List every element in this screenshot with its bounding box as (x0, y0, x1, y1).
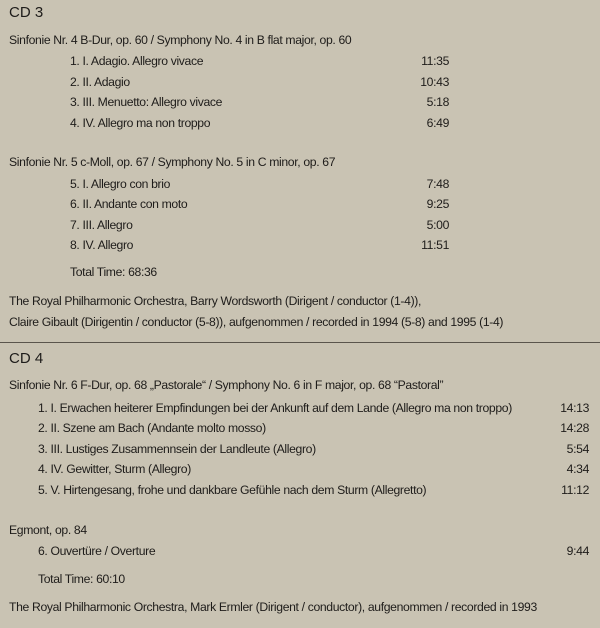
track-title: 3. III. Lustiges Zusammennsein der Landleute (Allegro) (38, 442, 316, 456)
cd3-work2-title: Sinfonie Nr. 5 c-Moll, op. 67 / Symphony No. 5 in C minor, op. 67 (9, 155, 336, 169)
track-row (0, 54, 600, 74)
track-row (0, 462, 600, 482)
cd4-credits-line1: The Royal Philharmonic Orchestra, Mark Ermler (Dirigent / conductor), aufgenommen / recorded in 1993 (9, 600, 537, 614)
track-title: 2. II. Adagio (70, 75, 130, 89)
track-time: 11:51 (421, 238, 449, 252)
track-title: 8. IV. Allegro (70, 238, 134, 252)
track-row (0, 218, 600, 238)
cd4-total-time: Total Time: 60:10 (38, 572, 125, 586)
track-row (0, 75, 600, 95)
track-time: 11:35 (421, 54, 449, 68)
track-row (0, 401, 600, 421)
track-title: 4. IV. Allegro ma non troppo (70, 116, 211, 130)
track-time: 4:34 (566, 462, 589, 476)
track-row (0, 95, 600, 115)
track-row (0, 197, 600, 217)
track-row (0, 238, 600, 258)
track-row (0, 483, 600, 503)
track-title: 5. I. Allegro con brio (70, 177, 171, 191)
track-time: 9:44 (566, 544, 589, 558)
track-time: 9:25 (426, 197, 449, 211)
track-time: 11:12 (561, 483, 589, 497)
track-time: 6:49 (426, 116, 449, 130)
track-title: 4. IV. Gewitter, Sturm (Allegro) (38, 462, 191, 476)
track-row (0, 544, 600, 564)
track-title: 1. I. Adagio. Allegro vivace (70, 54, 204, 68)
track-time: 7:48 (426, 177, 449, 191)
track-row (0, 116, 600, 136)
track-time: 5:00 (426, 218, 449, 232)
cd3-total-time: Total Time: 68:36 (70, 265, 157, 279)
cd3-heading: CD 3 (9, 4, 44, 21)
cd4-work1-title: Sinfonie Nr. 6 F-Dur, op. 68 „Pastorale“ / Symphony No. 6 in F major, op. 68 “Pastoral” (9, 378, 444, 392)
track-row (0, 442, 600, 462)
cd4-heading: CD 4 (9, 350, 44, 367)
cd4-work2-title: Egmont, op. 84 (9, 523, 87, 537)
track-time: 5:18 (426, 95, 449, 109)
section-divider (0, 342, 600, 343)
track-title: 6. Ouvertüre / Overture (38, 544, 156, 558)
track-time: 14:28 (560, 421, 589, 435)
cd3-work1-title: Sinfonie Nr. 4 B-Dur, op. 60 / Symphony No. 4 in B flat major, op. 60 (9, 33, 352, 47)
track-time: 5:54 (566, 442, 589, 456)
track-time: 10:43 (420, 75, 449, 89)
track-title: 6. II. Andante con moto (70, 197, 188, 211)
track-row (0, 177, 600, 197)
track-title: 5. V. Hirtengesang, frohe und dankbare Gefühle nach dem Sturm (Allegretto) (38, 483, 427, 497)
cd3-credits-line2: Claire Gibault (Dirigentin / conductor (5-8)), aufgenommen / recorded in 1994 (5-8) and 1995 (1-4) (9, 315, 504, 329)
track-row (0, 421, 600, 441)
track-title: 1. I. Erwachen heiterer Empfindungen bei der Ankunft auf dem Lande (Allegro ma non troppo) (38, 401, 512, 415)
cd3-credits-line1: The Royal Philharmonic Orchestra, Barry Wordsworth (Dirigent / conductor (1-4)), (9, 294, 422, 308)
track-title: 3. III. Menuetto: Allegro vivace (70, 95, 223, 109)
track-time: 14:13 (560, 401, 589, 415)
track-title: 7. III. Allegro (70, 218, 133, 232)
track-title: 2. II. Szene am Bach (Andante molto mosso) (38, 421, 266, 435)
